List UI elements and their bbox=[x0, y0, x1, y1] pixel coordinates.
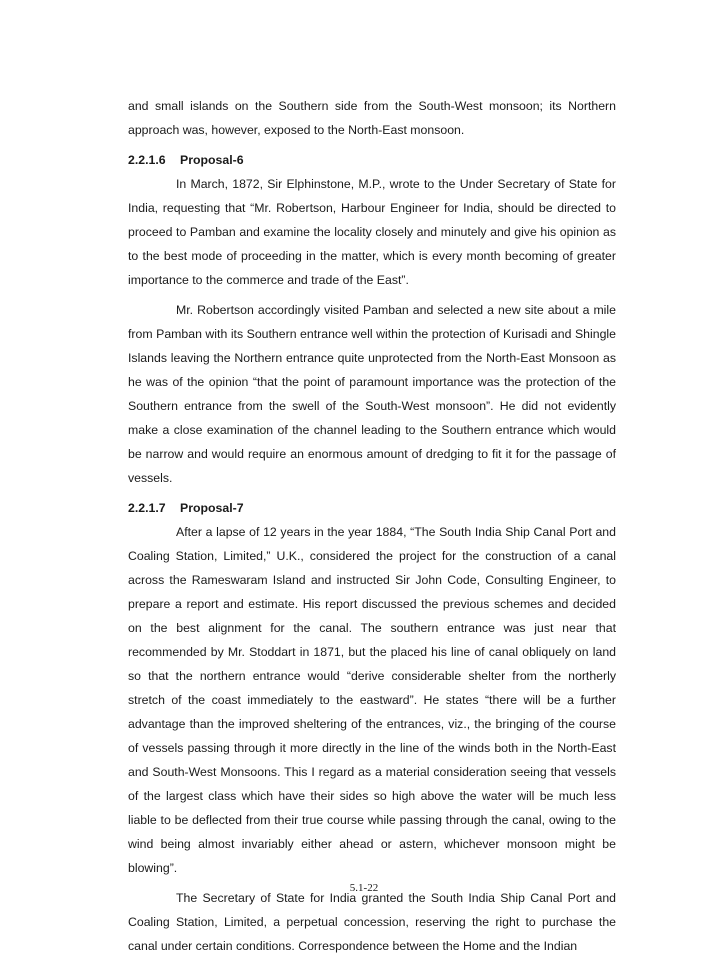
paragraph-proposal-7-2: The Secretary of State for India granted the South India Ship Canal Port and Coaling Station, Limited, a perpetual concession, reserving the right to purchase the canal under certain conditions. Correspondence between the Home and the Indian bbox=[128, 891, 616, 953]
section-number: 2.2.1.6 bbox=[128, 153, 166, 167]
paragraph-proposal-7-1: After a lapse of 12 years in the year 1884, “The South India Ship Canal Port and Coaling Station, Limited,” U.K., considered the project for the construction of a canal across the Rameswaram Island and instructed Sir John Code, Consulting Engineer, to prepare a report and estimate. His report discussed the previous schemes and decided on the best alignment for the canal. The southern entrance was just near that recommended by Mr. Stoddart in 1871, but the placed his line of canal obliquely on land so that the northern entrance would “derive considerable shelter from the northerly stretch of the coast immediately to the eastward”. He states “there will be a further advantage than the improved sheltering of the entrances, viz., the bringing of the course of vessels passing through it more directly in the line of the winds both in the North-East and South-West Monsoons. This I regard as a material consideration seeing that vessels of the largest class which have their sides so high above the water will be much less liable to be deflected from their true course while passing through the canal, owing to the wind being almost invariably either ahead or astern, whichever monsoon might be blowing”. bbox=[128, 525, 616, 875]
paragraph-intro: and small islands on the Southern side from the South-West monsoon; its Northern approach was, however, exposed to the North-East monsoon. bbox=[128, 99, 616, 137]
document-page bbox=[128, 94, 616, 964]
paragraph-proposal-6-1: In March, 1872, Sir Elphinstone, M.P., wrote to the Under Secretary of State for India, requesting that “Mr. Robertson, Harbour Engineer for India, should be directed to proceed to Pamban and examine the locality closely and minutely and give his opinion as to the best mode of proceeding in the matter, which is every month becoming of greater importance to the commerce and trade of the East”. bbox=[128, 177, 616, 287]
page-number: 5.1-22 bbox=[349, 882, 379, 894]
section-title: Proposal-7 bbox=[180, 501, 244, 515]
section-number: 2.2.1.7 bbox=[128, 501, 166, 515]
section-heading-proposal-7 bbox=[128, 496, 616, 520]
section-title: Proposal-6 bbox=[180, 153, 244, 167]
section-heading-proposal-6 bbox=[128, 148, 616, 172]
paragraph-proposal-6-2: Mr. Robertson accordingly visited Pamban and selected a new site about a mile from Pamban with its Southern entrance well within the protection of Kurisadi and Shingle Islands leaving the Northern entrance quite unprotected from the North-East Monsoon as he was of the opinion “that the point of paramount importance was the protection of the Southern entrance from the swell of the South-West monsoon”. He did not evidently make a close examination of the channel leading to the Southern entrance which would be narrow and would require an enormous amount of dredging to fit it for the passage of vessels. bbox=[128, 303, 616, 485]
